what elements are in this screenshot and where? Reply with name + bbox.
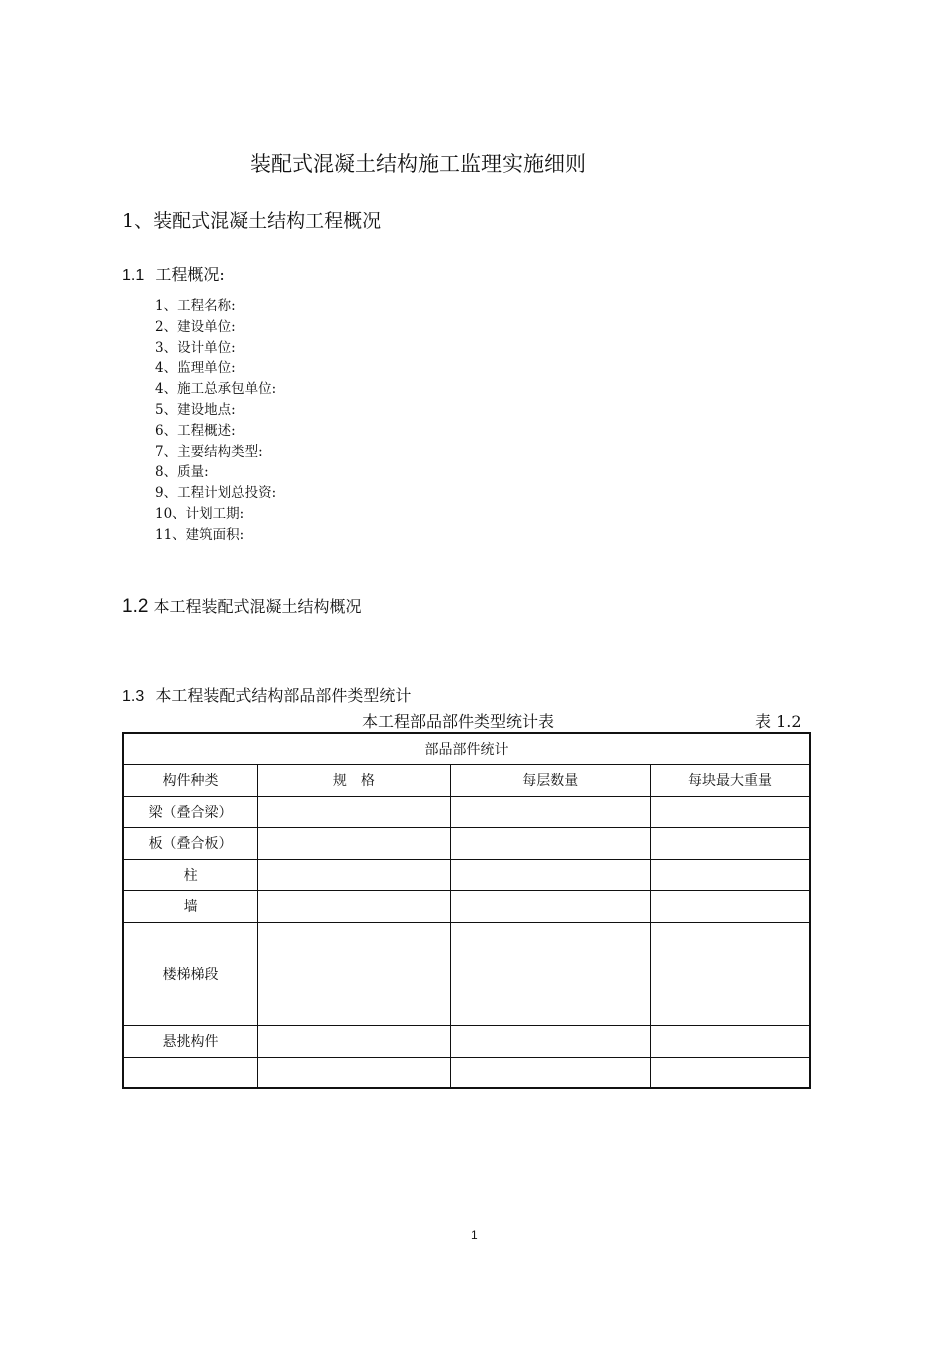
table-cell bbox=[258, 1057, 450, 1088]
list-item: 7、主要结构类型: bbox=[155, 443, 263, 460]
table-cell: 柱 bbox=[123, 859, 258, 890]
table-cell bbox=[450, 827, 650, 859]
list-item: 1、工程名称: bbox=[155, 298, 236, 314]
table-cell bbox=[450, 1025, 650, 1057]
list-item: 9、工程计划总投资: bbox=[155, 485, 277, 502]
section-1-1-title: 工程概况: bbox=[155, 265, 225, 284]
section-1-3-heading bbox=[122, 683, 411, 706]
project-info-list bbox=[155, 296, 276, 546]
section-1-1-heading bbox=[122, 262, 225, 285]
table-cell bbox=[650, 922, 810, 1025]
section-1-2-number: 1.2 bbox=[122, 596, 149, 617]
table-cell: 楼梯梯段 bbox=[123, 922, 258, 1025]
table-row bbox=[123, 1057, 810, 1088]
table-cell bbox=[450, 1057, 650, 1088]
table-cell: 板（叠合板） bbox=[123, 827, 258, 859]
table-number: 表 1.2 bbox=[755, 712, 802, 731]
table-cell bbox=[258, 859, 450, 890]
column-header: 规 格 bbox=[258, 764, 450, 796]
list-item: 8、质量: bbox=[155, 464, 209, 481]
list-item: 4、施工总承包单位: bbox=[155, 381, 277, 398]
list-item: 4、监理单位: bbox=[155, 360, 236, 377]
table-row bbox=[123, 796, 810, 827]
components-table bbox=[122, 732, 811, 1089]
table-row bbox=[123, 1025, 810, 1057]
table-cell bbox=[450, 890, 650, 922]
document-title: 装配式混凝土结构施工监理实施细则 bbox=[250, 152, 586, 176]
column-header: 每块最大重量 bbox=[650, 764, 810, 796]
table-cell: 墙 bbox=[123, 890, 258, 922]
table-main-header: 部品部件统计 bbox=[123, 733, 810, 764]
section-1-3-number: 1.3 bbox=[122, 688, 145, 705]
section-1-1-number: 1.1 bbox=[122, 267, 145, 284]
table-cell: 梁（叠合梁） bbox=[123, 796, 258, 827]
table-cell bbox=[258, 827, 450, 859]
list-item: 5、建设地点: bbox=[155, 401, 236, 418]
table-cell bbox=[450, 796, 650, 827]
table-row bbox=[123, 922, 810, 1025]
list-item: 10、计划工期: bbox=[155, 505, 245, 522]
list-item: 3、设计单位: bbox=[155, 339, 236, 356]
table-cell bbox=[650, 1057, 810, 1088]
table-cell bbox=[650, 796, 810, 827]
table-caption: 本工程部品部件类型统计表 bbox=[362, 712, 555, 731]
table-cell bbox=[650, 1025, 810, 1057]
section-1-2-heading bbox=[122, 594, 362, 618]
table-cell bbox=[450, 859, 650, 890]
table-cell bbox=[450, 922, 650, 1025]
table-cell bbox=[650, 827, 810, 859]
table-row bbox=[123, 827, 810, 859]
table-cell bbox=[258, 890, 450, 922]
list-item: 6、工程概述: bbox=[155, 422, 236, 439]
table-cell bbox=[650, 890, 810, 922]
table-cell bbox=[258, 1025, 450, 1057]
page-number: 1 bbox=[471, 1228, 478, 1242]
column-header: 每层数量 bbox=[450, 764, 650, 796]
table-cell bbox=[258, 796, 450, 827]
column-header: 构件种类 bbox=[123, 764, 258, 796]
list-item: 11、建筑面积: bbox=[155, 526, 245, 543]
table-cell: 悬挑构件 bbox=[123, 1025, 258, 1057]
section-1-3-title: 本工程装配式结构部品部件类型统计 bbox=[155, 686, 412, 705]
section-1-heading: 1、装配式混凝土结构工程概况 bbox=[122, 210, 382, 232]
table-cell bbox=[123, 1057, 258, 1088]
section-1-2-title: 本工程装配式混凝土结构概况 bbox=[153, 597, 362, 616]
table-cell bbox=[650, 859, 810, 890]
table-cell bbox=[258, 922, 450, 1025]
table-row bbox=[123, 859, 810, 890]
list-item: 2、建设单位: bbox=[155, 318, 236, 335]
table-row bbox=[123, 890, 810, 922]
